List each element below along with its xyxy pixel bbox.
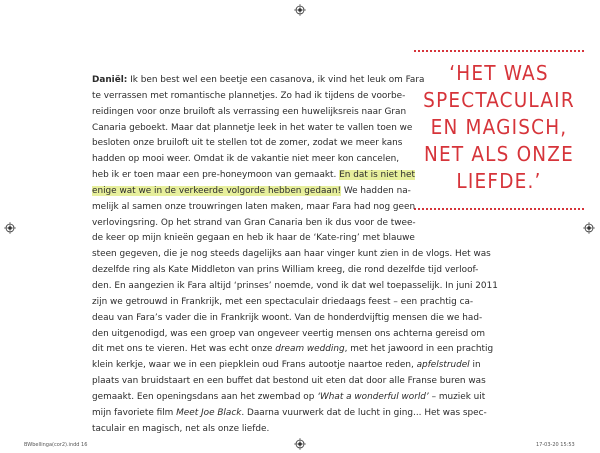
text-line (92, 73, 425, 89)
pull-quote-line: SPECTACULAIR (423, 88, 575, 112)
text-line (92, 184, 411, 200)
highlighted-text: En dat is niet het (339, 170, 415, 181)
text-line: Canaria geboekt. Maar dat plannetje leek in het water te vallen toen we (92, 122, 413, 133)
text-line: melijk al samen onze trouwringen laten maken, maar Fara had nog geen (92, 201, 416, 212)
text-line: dezelfde ring als Kate Middleton van prins William kreeg, die rond dezelfde tijd verloof- (92, 265, 479, 276)
italic-text: ‘What a wonderful world’ (317, 391, 429, 402)
text-line: verlovingsring. Op het strand van Gran Canaria ben ik dus voor de twee- (92, 217, 416, 228)
text-span: mijn favoriete film (92, 407, 177, 418)
text-line (92, 342, 508, 358)
speaker-name: Daniël: (92, 75, 128, 85)
text-line: zijn we getrouwd in Frankrijk, met een spectaculair driedaags feest – een prachtig ca- (92, 296, 474, 307)
text-line (92, 168, 415, 184)
text-span: , met het jawoord in een prachtig (344, 344, 494, 355)
text-span: in (469, 360, 481, 371)
registration-mark-icon (294, 4, 306, 16)
text-span: gemaakt. Een openingsdans aan het zwembad op (92, 391, 318, 402)
text-line: plaats van bruidstaart en een buffet dat bestond uit eten dat door alle Franse buren was (92, 376, 486, 387)
text-line: besloten onze bruiloft uit te stellen tot de zomer, zodat we meer kans (92, 138, 403, 149)
pull-quote-line: EN MAGISCH, (430, 115, 568, 139)
registration-mark-icon (4, 222, 16, 234)
text-span: . Daarna vuurwerk dat de lucht in ging... Het was spec- (241, 407, 487, 418)
text-line (92, 358, 508, 374)
text-line: den. En aangezien ik Fara altijd ‘prinses’ noemde, vond ik dat wel toepasselijk. In juni 2011 (92, 280, 498, 291)
text-line: deau van Fara’s vader die in Frankrijk woont. Van de honderdvijftig mensen die we had- (92, 312, 483, 323)
text-line: reidingen voor onze bruiloft als verrassing een huwelijksreis naar Gran (92, 106, 407, 117)
registration-mark-icon (583, 222, 595, 234)
print-slug-date: 17-03-20 15:53 (536, 442, 575, 448)
text-line: hadden op mooi weer. Omdat ik de vakantie niet meer kon cancelen, (92, 154, 400, 165)
text-line: taculair en magisch, net als onze liefde. (92, 423, 270, 434)
registration-mark-icon (294, 438, 306, 450)
text-span: klein kerkje, waar we in een piepklein oud Frans autootje naartoe reden, (92, 360, 417, 371)
italic-text: Meet Joe Black (176, 407, 242, 418)
pull-quote-line: NET ALS ONZE (423, 142, 574, 166)
text-span: Ik ben best wel een beetje een casanova, ik vind het leuk om Fara (127, 75, 425, 85)
highlighted-text: enige wat we in de verkeerde volgorde hebben gedaan! (92, 185, 342, 196)
text-line: den uitgenodigd, was een groep van ongeveer veertig mensen ons achterna gereisd om (92, 328, 486, 339)
quote-divider-top (414, 50, 584, 52)
print-slug-file: BWbellinga(cor2).indd 16 (24, 442, 88, 448)
text-line: de keer op mijn knieën gegaan en heb ik haar de ‘Kate-ring’ met blauwe (92, 233, 415, 244)
text-span: We hadden na- (341, 185, 411, 196)
article-body (92, 73, 508, 437)
text-line: te verrassen met romantische plannetjes. Zo had ik tijdens de voorbe- (92, 90, 406, 101)
pull-quote-line: ‘HET WAS (449, 61, 549, 85)
text-line (92, 390, 508, 406)
text-line: steen gegeven, die je nog steeds dagelijks aan haar vinger kunt zien in de vlogs. Het was (92, 249, 491, 260)
text-line (92, 406, 508, 422)
pull-quote-line: LIEFDE.’ (456, 169, 542, 193)
text-span: heb ik er toen maar een pre-honeymoon van gemaakt. (92, 170, 340, 181)
text-span: dit met ons te vieren. Het was echt onze (92, 344, 276, 355)
italic-text: dream wedding (275, 344, 345, 355)
text-span: – muziek uit (428, 391, 486, 402)
italic-text: apfelstrudel (416, 360, 470, 371)
